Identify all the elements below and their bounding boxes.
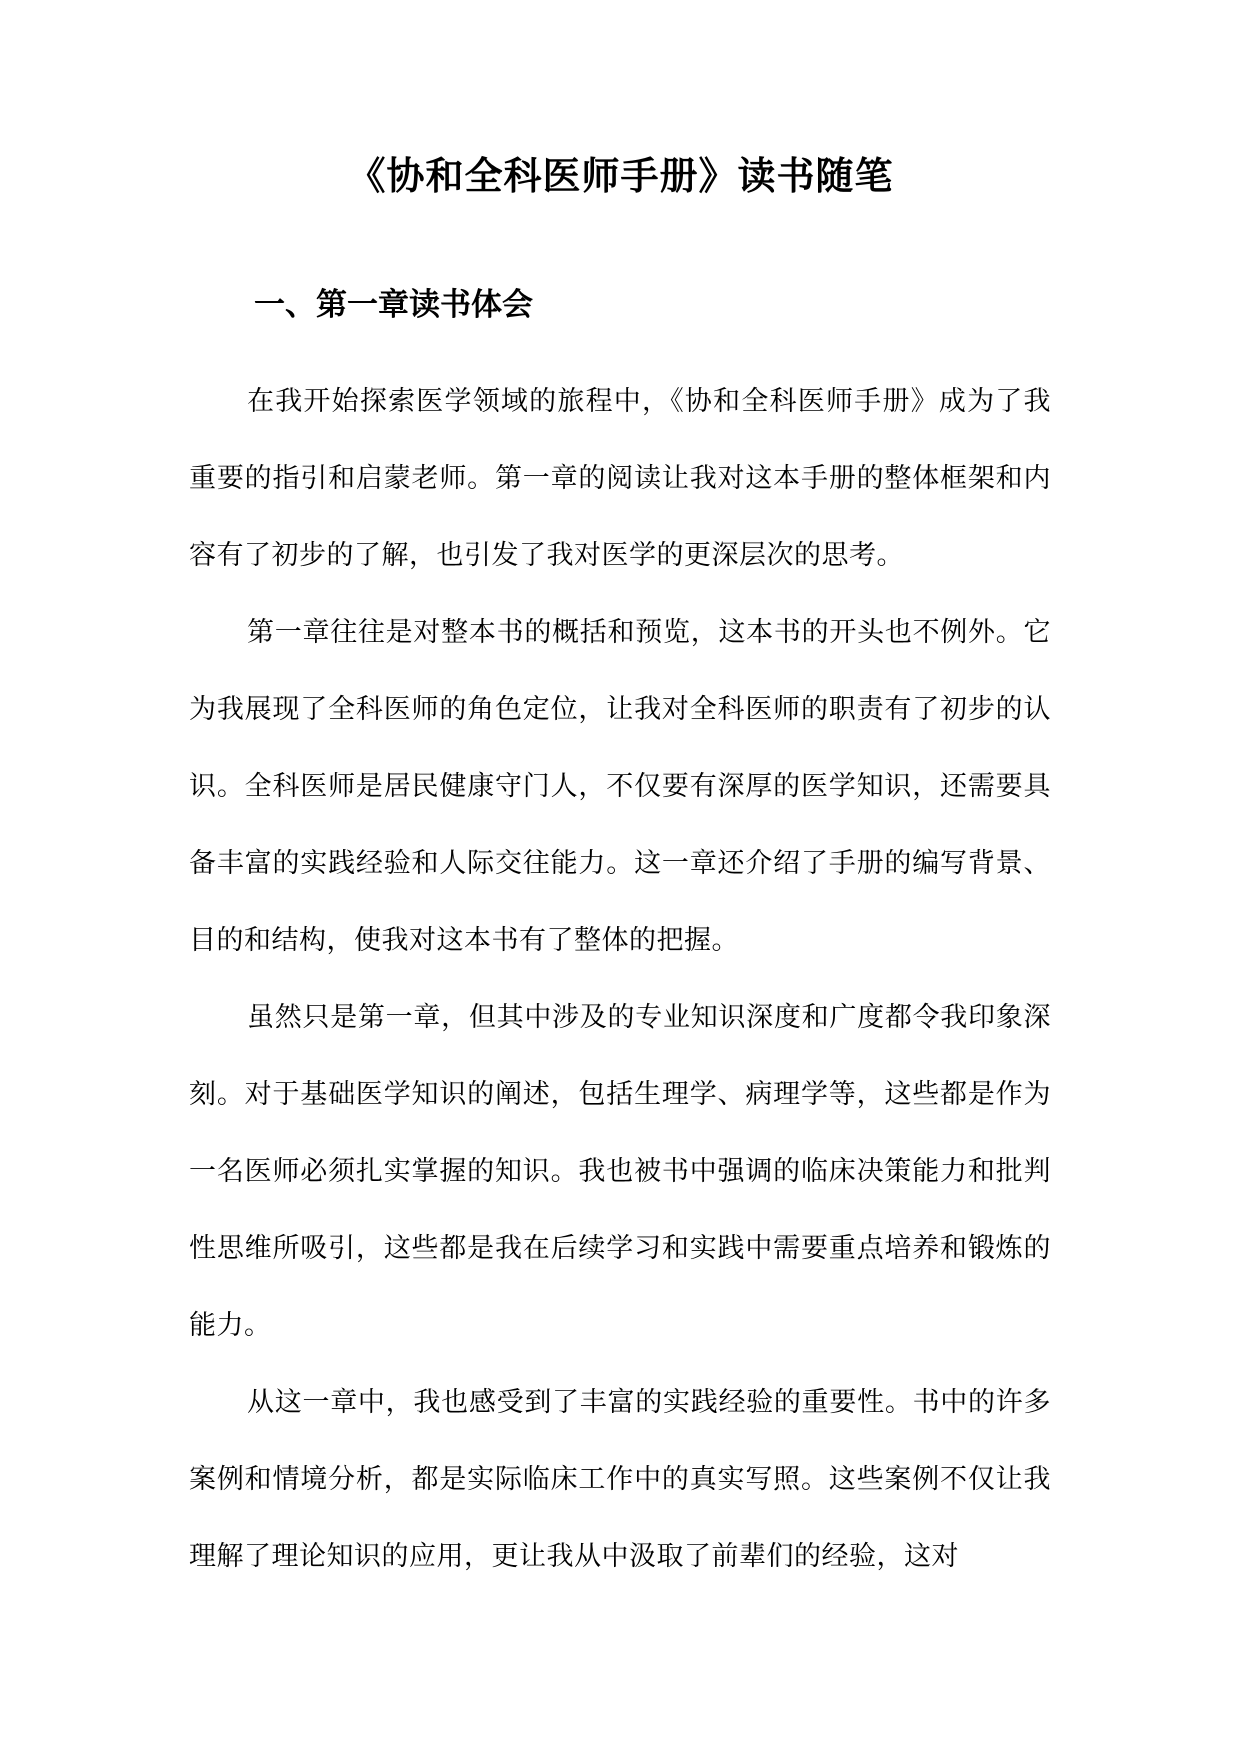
document-title: 《协和全科医师手册》读书随笔 [347, 154, 894, 198]
paragraph-2: 第一章往往是对整本书的概括和预览，这本书的开头也不例外。它为我展现了全科医师的角色定位，让我对全科医师的职责有了初步的认识。全科医师是居民健康守门人，不仅要有深厚的医学知识，还需要具备丰富的实践经验和人际交往能力。这一章还介绍了手册的编写背景、目的和结构，使我对这本书有了整体的把握。 [189, 617, 1051, 956]
paragraph-4: 从这一章中，我也感受到了丰富的实践经验的重要性。书中的许多案例和情境分析，都是实际临床工作中的真实写照。这些案例不仅让我理解了理论知识的应用，更让我从中汲取了前辈们的经验，这对 [189, 1387, 1051, 1572]
paragraph-3: 虽然只是第一章，但其中涉及的专业知识深度和广度都令我印象深刻。对于基础医学知识的阐述，包括生理学、病理学等，这些都是作为一名医师必须扎实掌握的知识。我也被书中强调的临床决策能力和批判性思维所吸引，这些都是我在后续学习和实践中需要重点培养和锻炼的能力。 [189, 1002, 1051, 1341]
paragraph-1: 在我开始探索医学领域的旅程中，《协和全科医师手册》成为了我重要的指引和启蒙老师。第一章的阅读让我对这本手册的整体框架和内容有了初步的了解，也引发了我对医学的更深层次的思考。 [189, 386, 1051, 571]
body-text [189, 363, 1051, 1595]
section-heading: 一、第一章读书体会 [254, 287, 533, 323]
